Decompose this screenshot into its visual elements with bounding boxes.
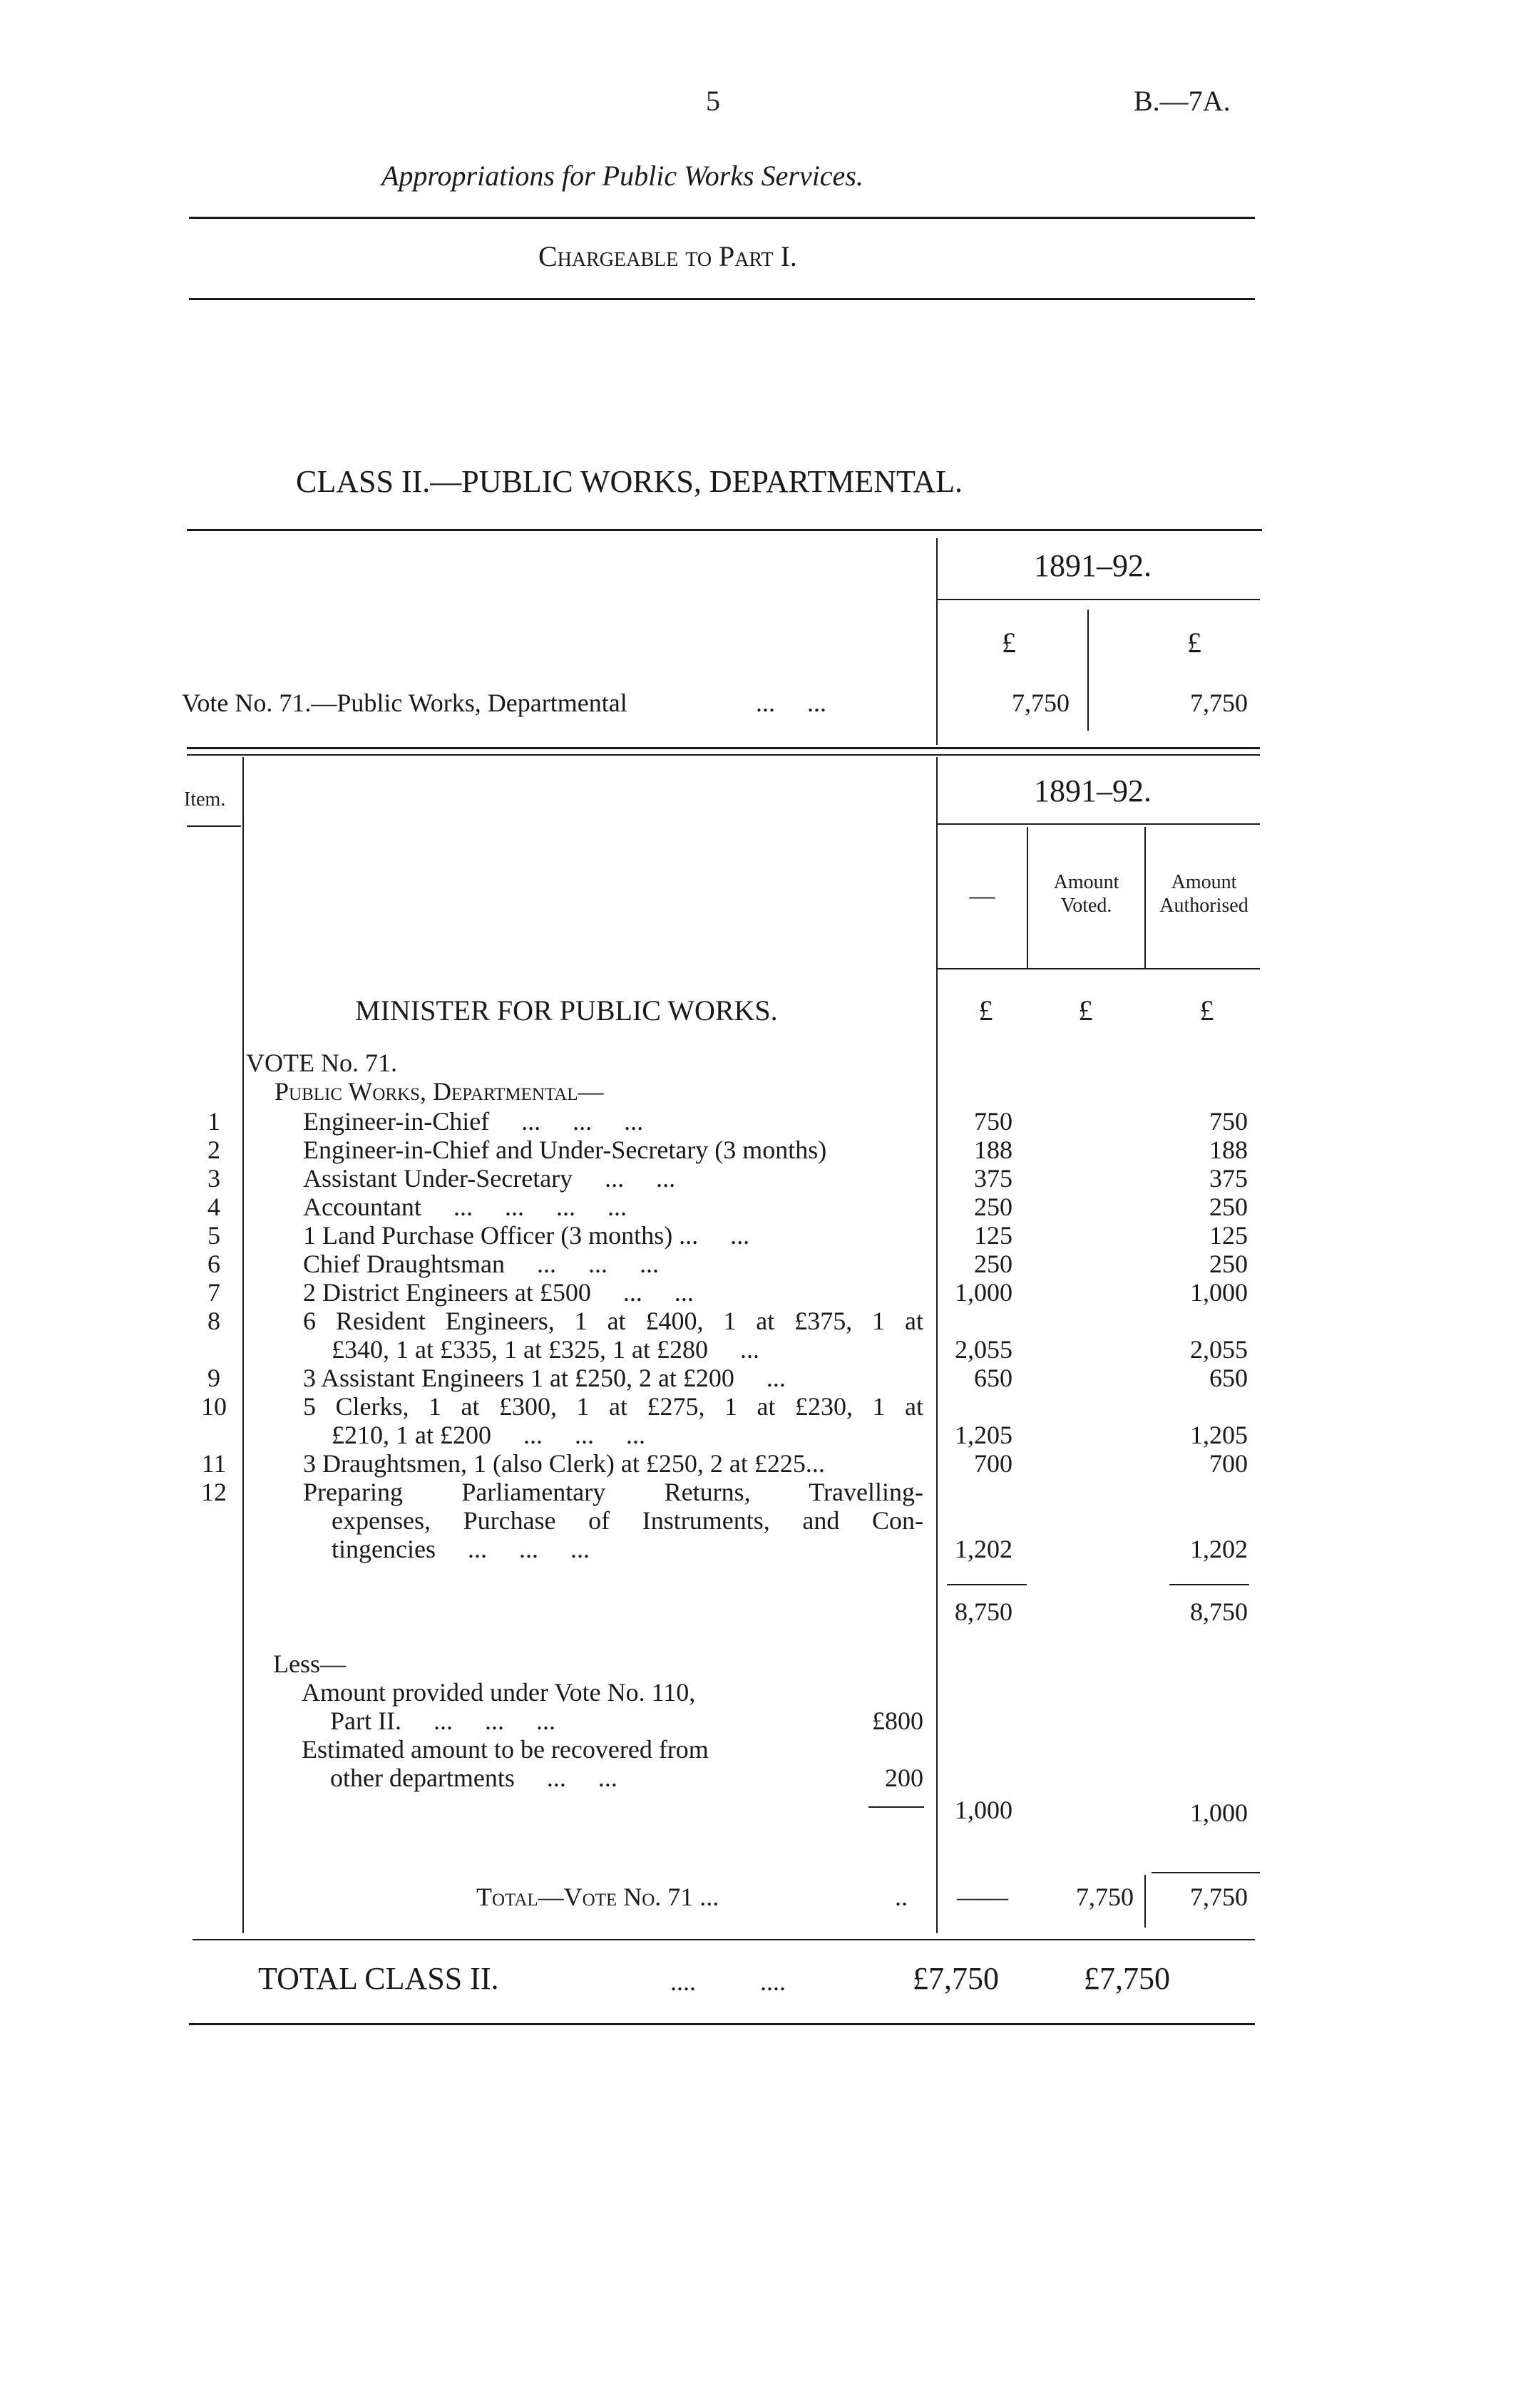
item-authorised: 250 bbox=[1209, 1193, 1248, 1221]
item-amount: 250 bbox=[974, 1193, 1012, 1221]
item-description-line: 1 Land Purchase Officer (3 months) ... ... bbox=[303, 1221, 750, 1250]
detail-rule-bottom bbox=[193, 1939, 1255, 1940]
total-col-divider bbox=[1144, 1875, 1146, 1928]
item-amount: 188 bbox=[974, 1136, 1012, 1164]
page-number: 5 bbox=[706, 85, 720, 117]
item-amount: 375 bbox=[974, 1164, 1012, 1193]
summary-vote-label: Vote No. 71.—Public Works, Departmental bbox=[182, 689, 627, 717]
item-authorised: 2,055 bbox=[1190, 1335, 1248, 1364]
subtotal-authorised: 8,750 bbox=[1190, 1597, 1248, 1626]
item-authorised: 700 bbox=[1209, 1449, 1248, 1478]
item-amount: 125 bbox=[974, 1221, 1012, 1250]
item-authorised: 1,000 bbox=[1190, 1278, 1248, 1307]
grand-total-dots: .... .... bbox=[670, 1967, 786, 1996]
item-description-line: 5 Clerks, 1 at £300, 1 at £275, 1 at £230, 1 at bbox=[303, 1392, 923, 1421]
item-description-line: £340, 1 at £335, 1 at £325, 1 at £280 ... bbox=[332, 1335, 759, 1364]
page-subtitle: Chargeable to Part I. bbox=[538, 240, 797, 272]
item-amount: 650 bbox=[974, 1364, 1012, 1392]
subtotal-rule-col3 bbox=[1169, 1584, 1249, 1585]
less-value-2: 200 bbox=[885, 1764, 923, 1792]
item-description-line: tingencies ... ... ... bbox=[332, 1535, 590, 1563]
col2-header-line1: Amount bbox=[1053, 871, 1119, 893]
item-amount: 1,202 bbox=[955, 1535, 1012, 1563]
summary-value-2: 7,750 bbox=[1190, 689, 1248, 717]
item-authorised: 650 bbox=[1209, 1364, 1248, 1392]
total-rule-col3 bbox=[1152, 1872, 1260, 1873]
detail-year-rule bbox=[938, 823, 1260, 825]
item-header-rule bbox=[187, 825, 241, 827]
col3-header-line2: Authorised bbox=[1159, 895, 1249, 917]
grand-total-rule bbox=[189, 2023, 1255, 2025]
summary-currency-2: £ bbox=[1187, 627, 1201, 659]
less-line-1: Amount provided under Vote No. 110, bbox=[302, 1678, 696, 1707]
total-authorised: 7,750 bbox=[1190, 1883, 1248, 1911]
less-total-authorised: 1,000 bbox=[1190, 1799, 1248, 1827]
item-number: 2 bbox=[207, 1136, 220, 1164]
item-description-line: Chief Draughtsman ... ... ... bbox=[303, 1250, 659, 1278]
item-description-line: Engineer-in-Chief and Under-Secretary (3 months) bbox=[303, 1136, 827, 1164]
header-rule-top bbox=[189, 217, 1255, 219]
item-number: 6 bbox=[207, 1250, 220, 1278]
detail-year: 1891–92. bbox=[1034, 773, 1152, 808]
total-dots: .. bbox=[895, 1883, 908, 1911]
item-authorised: 750 bbox=[1209, 1107, 1248, 1136]
item-column-rule bbox=[242, 757, 244, 1933]
item-authorised: 188 bbox=[1209, 1136, 1248, 1164]
item-header: Item. bbox=[184, 788, 226, 811]
item-number: 5 bbox=[207, 1221, 220, 1250]
section-title: MINISTER FOR PUBLIC WORKS. bbox=[355, 994, 778, 1027]
summary-vertical-rule bbox=[936, 538, 938, 745]
less-line-4: other departments ... ... bbox=[330, 1764, 617, 1792]
subtotal-rule-col1 bbox=[947, 1584, 1027, 1585]
vote-title: VOTE No. 71. bbox=[246, 1049, 397, 1077]
item-amount: 1,000 bbox=[955, 1278, 1012, 1307]
col3-currency: £ bbox=[1199, 994, 1214, 1027]
sub-title: Public Works, Departmental— bbox=[275, 1077, 604, 1106]
item-description-line: Accountant ... ... ... ... bbox=[303, 1193, 627, 1221]
item-amount: 250 bbox=[974, 1250, 1012, 1278]
header-rule-bottom bbox=[189, 298, 1255, 300]
item-authorised: 125 bbox=[1209, 1221, 1248, 1250]
col2-currency: £ bbox=[1078, 994, 1093, 1027]
grand-total-authorised: £7,750 bbox=[1084, 1961, 1170, 1996]
item-number: 9 bbox=[207, 1364, 220, 1392]
col3-header-line1: Amount bbox=[1171, 871, 1237, 893]
item-authorised: 1,205 bbox=[1190, 1421, 1248, 1449]
item-authorised: 375 bbox=[1209, 1164, 1248, 1193]
col1-header: — bbox=[969, 881, 995, 910]
total-dash: —— bbox=[957, 1883, 1008, 1911]
item-description-line: expenses, Purchase of Instruments, and Con- bbox=[332, 1506, 923, 1535]
item-amount: 2,055 bbox=[955, 1335, 1012, 1364]
document-reference: B.—7A. bbox=[1134, 85, 1231, 117]
item-description-line: Engineer-in-Chief ... ... ... bbox=[303, 1107, 644, 1136]
total-label: Total—Vote No. 71 ... bbox=[476, 1883, 719, 1911]
less-total-amount: 1,000 bbox=[955, 1796, 1012, 1824]
item-description-line: Preparing Parliamentary Returns, Travelling- bbox=[303, 1478, 923, 1506]
less-line-3: Estimated amount to be recovered from bbox=[302, 1735, 709, 1764]
item-number: 11 bbox=[201, 1449, 227, 1478]
page-title: Appropriations for Public Works Services. bbox=[381, 160, 863, 192]
grand-total-voted: £7,750 bbox=[913, 1961, 999, 1996]
summary-year: 1891–92. bbox=[1034, 548, 1152, 583]
item-amount: 1,205 bbox=[955, 1421, 1012, 1449]
less-value-rule bbox=[868, 1806, 924, 1808]
item-authorised: 1,202 bbox=[1190, 1535, 1248, 1563]
less-value-1: £800 bbox=[872, 1707, 923, 1735]
summary-value-1: 7,750 bbox=[1012, 689, 1070, 717]
summary-rule-bottom-2 bbox=[187, 754, 1260, 756]
item-number: 7 bbox=[207, 1278, 220, 1307]
less-line-2: Part II. ... ... ... bbox=[330, 1707, 555, 1735]
summary-currency-1: £ bbox=[1002, 627, 1016, 659]
item-description-line: £210, 1 at £200 ... ... ... bbox=[332, 1421, 645, 1449]
total-voted: 7,750 bbox=[1076, 1883, 1134, 1911]
summary-dots: ... ... bbox=[756, 689, 826, 717]
item-amount: 700 bbox=[974, 1449, 1012, 1478]
item-description-line: 3 Draughtsmen, 1 (also Clerk) at £250, 2 at £225... bbox=[303, 1449, 825, 1478]
item-number: 1 bbox=[207, 1107, 220, 1136]
item-number: 8 bbox=[207, 1307, 220, 1335]
item-description-line: Assistant Under-Secretary ... ... bbox=[303, 1164, 676, 1193]
summary-col-divider bbox=[1087, 609, 1089, 731]
item-description-line: 2 District Engineers at £500 ... ... bbox=[303, 1278, 694, 1307]
item-number: 4 bbox=[207, 1193, 220, 1221]
item-number: 3 bbox=[207, 1164, 220, 1193]
item-description-line: 3 Assistant Engineers 1 at £250, 2 at £200 ... bbox=[303, 1364, 786, 1392]
subtotal-amount: 8,750 bbox=[955, 1597, 1012, 1626]
class-heading: CLASS II.—PUBLIC WORKS, DEPARTMENTAL. bbox=[296, 464, 963, 499]
item-authorised: 250 bbox=[1209, 1250, 1248, 1278]
summary-rule-bottom-1 bbox=[187, 747, 1260, 749]
item-description-line: 6 Resident Engineers, 1 at £400, 1 at £375, 1 at bbox=[303, 1307, 923, 1335]
col2-header-line2: Voted. bbox=[1060, 895, 1112, 917]
summary-rule-top bbox=[187, 529, 1262, 531]
grand-total-label: TOTAL CLASS II. bbox=[258, 1961, 499, 1996]
col-header-rule bbox=[938, 968, 1260, 969]
less-label: Less— bbox=[273, 1650, 346, 1678]
item-number: 10 bbox=[201, 1392, 227, 1421]
col1-currency: £ bbox=[978, 994, 993, 1027]
item-amount: 750 bbox=[974, 1107, 1012, 1136]
summary-year-rule bbox=[938, 599, 1260, 600]
item-number: 12 bbox=[201, 1478, 227, 1506]
